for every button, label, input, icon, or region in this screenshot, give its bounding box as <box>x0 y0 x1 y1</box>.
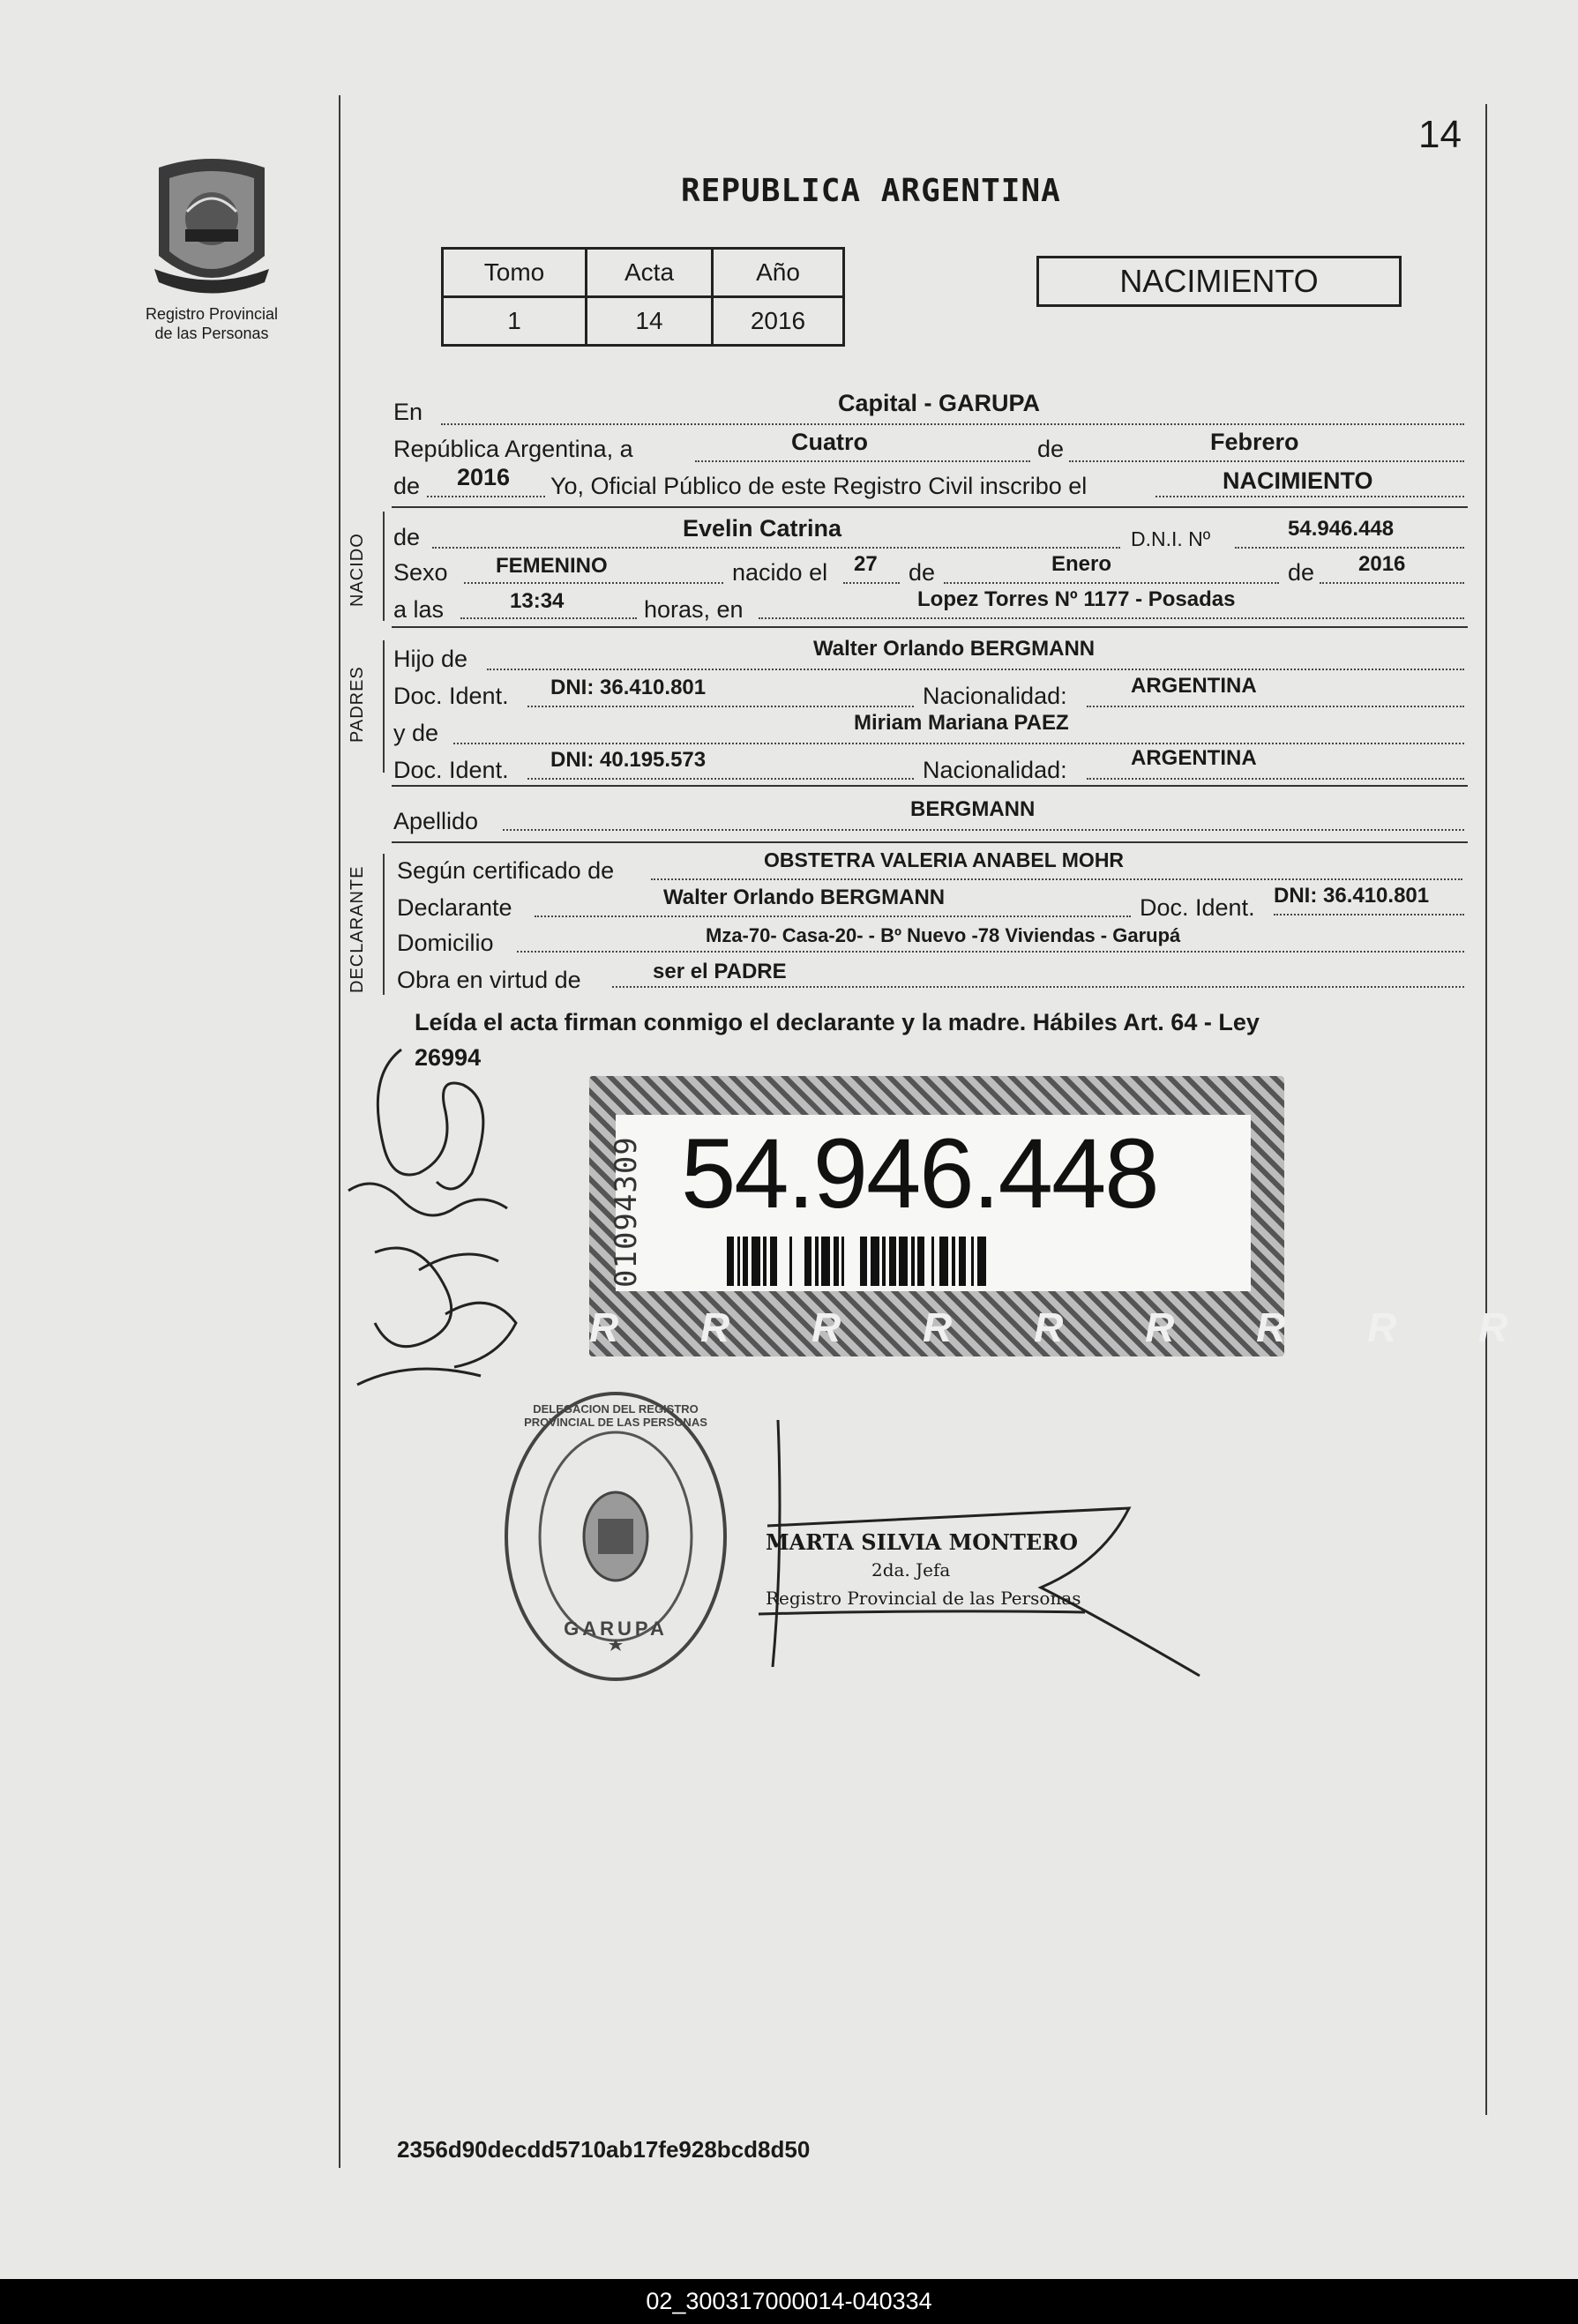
mother-doc-dots <box>527 778 914 780</box>
month-value: Febrero <box>1210 429 1299 455</box>
nacido-bracket <box>383 512 385 621</box>
nacido-section-label: NACIDO <box>348 533 367 607</box>
dni-sticker <box>589 1076 1544 1356</box>
mother-nat-value: ARGENTINA <box>1131 746 1257 770</box>
seal-bottom-text: GARUPA <box>564 1618 668 1640</box>
logo-caption-line2: de las Personas <box>154 325 269 342</box>
inscribed-dots <box>1155 496 1464 497</box>
birth-month-de-label: de <box>909 559 936 586</box>
birth-day-dots <box>843 582 900 584</box>
hijo-de-label: Hijo de <box>393 646 468 672</box>
time-dots <box>460 617 637 619</box>
decl-doc-dots <box>1274 914 1464 915</box>
record-table <box>441 247 845 347</box>
birth-year-value: 2016 <box>1358 552 1406 576</box>
seal-ring-text: DELEGACION DEL REGISTRO PROVINCIAL DE LAS PERSONAS <box>524 1402 707 1429</box>
declarante-bracket <box>383 854 385 995</box>
domicilio-value: Mza-70- Casa-20- - Bº Nuevo -78 Viviendas - Garupá <box>706 924 1181 946</box>
birth-place-dots <box>759 617 1464 619</box>
horas-label: horas, en <box>644 596 744 623</box>
sexo-dots <box>464 582 723 584</box>
dni-label: D.N.I. Nº <box>1131 527 1211 550</box>
birth-month-value: Enero <box>1051 552 1112 576</box>
mother-name-value: Miriam Mariana PAEZ <box>854 711 1069 735</box>
sexo-value: FEMENINO <box>496 554 608 578</box>
official-role: 2da. Jefa <box>871 1559 951 1580</box>
dni-sticker-barcode <box>727 1237 1150 1286</box>
domicilio-dots <box>517 951 1464 953</box>
ano-header: Año <box>713 249 844 297</box>
nacido-top-rule <box>392 506 1468 508</box>
mother-doc-label: Doc. Ident. <box>393 757 509 783</box>
year-dots <box>427 496 545 497</box>
year-value: 2016 <box>457 464 511 490</box>
birth-year-dots <box>1320 582 1464 584</box>
yo-oficial-label: Yo, Oficial Público de este Registro Civil inscribo el <box>550 473 1088 499</box>
mother-name-dots <box>453 743 1464 744</box>
apellido-value: BERGMANN <box>910 797 1036 821</box>
father-doc-value: DNI: 36.410.801 <box>550 676 707 699</box>
birth-time-value: 13:34 <box>510 589 565 613</box>
month-de-label: de <box>1037 436 1065 462</box>
footer-label: 02_300317000014-040334 <box>646 2288 932 2314</box>
padres-section-label: PADRES <box>348 666 367 743</box>
republic-label: República Argentina, a <box>393 436 633 462</box>
en-dots <box>441 423 1464 425</box>
cert-label: Según certificado de <box>397 857 615 884</box>
father-nat-label: Nacionalidad: <box>923 683 1067 709</box>
birth-day-value: 27 <box>854 552 878 576</box>
mother-nat-label: Nacionalidad: <box>923 757 1067 783</box>
decl-doc-label: Doc. Ident. <box>1140 894 1255 921</box>
declarante-section-label: DECLARANTE <box>348 865 367 993</box>
acta-value: 14 <box>587 297 713 346</box>
logo-caption-line1: Registro Provincial <box>145 305 279 323</box>
father-doc-label: Doc. Ident. <box>393 683 509 709</box>
dni-sticker-serial: 01094309 <box>609 1136 644 1288</box>
pattern-letter: R <box>589 1304 654 1350</box>
padres-bracket <box>383 640 385 773</box>
birth-year-de-label: de <box>1288 559 1315 586</box>
act-type-box <box>1036 256 1402 307</box>
obra-dots <box>612 986 1464 988</box>
cert-value: OBSTETRA VALERIA ANABEL MOHR <box>764 848 1125 871</box>
obra-value: ser el PADRE <box>653 960 787 983</box>
sexo-label: Sexo <box>393 559 448 586</box>
alas-label: a las <box>393 596 445 623</box>
declarante-doc-value: DNI: 36.410.801 <box>1274 884 1430 908</box>
padres-top-rule <box>392 626 1468 628</box>
birth-place-value: Lopez Torres Nº 1177 - Posadas <box>917 587 1236 611</box>
official-name: MARTA SILVIA MONTERO <box>766 1529 1079 1555</box>
nacido-el-label: nacido el <box>732 559 828 586</box>
right-margin-line <box>1485 104 1487 2115</box>
closing-line-1: Leída el acta firman conmigo el declarante y la madre. Hábiles Art. 64 - Ley <box>415 1009 1260 1035</box>
month-dots <box>1069 460 1464 462</box>
decl-name-dots <box>535 915 1131 917</box>
obra-label: Obra en virtud de <box>397 967 581 993</box>
declarante-name-value: Walter Orlando BERGMANN <box>663 886 946 909</box>
footer-bar <box>0 2279 1578 2324</box>
y-de-label: y de <box>393 720 439 746</box>
acta-header: Acta <box>587 249 713 297</box>
cert-dots <box>651 878 1462 880</box>
apellido-dots <box>503 829 1464 831</box>
closing-line-2: 26994 <box>415 1044 482 1071</box>
child-dni-value: 54.946.448 <box>1288 517 1395 541</box>
father-name-value: Walter Orlando BERGMANN <box>813 637 1096 661</box>
father-nat-value: ARGENTINA <box>1131 674 1257 698</box>
day-words-value: Cuatro <box>791 429 868 455</box>
mother-nat-dots <box>1087 778 1464 780</box>
name-dots <box>432 547 1120 549</box>
birth-month-dots <box>944 582 1279 584</box>
father-doc-dots <box>527 706 914 707</box>
en-label: En <box>393 399 423 425</box>
child-name-value: Evelin Catrina <box>683 515 842 542</box>
place-value: Capital - GARUPA <box>838 390 1041 416</box>
tomo-header: Tomo <box>443 249 587 297</box>
apellido-top-rule <box>392 785 1468 787</box>
father-name-dots <box>487 669 1464 670</box>
document-hash: 2356d90decdd5710ab17fe928bcd8d50 <box>397 2136 811 2163</box>
father-nat-dots <box>1087 706 1464 707</box>
year-de-label: de <box>393 473 421 499</box>
dni-sticker-pattern-row: R R R R R R R R R <box>589 1304 1544 1350</box>
declarante-label: Declarante <box>397 894 512 921</box>
dni-dots <box>1235 547 1464 549</box>
official-org: Registro Provincial de las Personas <box>766 1588 1081 1609</box>
apellido-bottom-rule <box>392 841 1468 843</box>
page-number: 14 <box>1418 113 1462 156</box>
act-type-label: NACIMIENTO <box>1119 263 1319 299</box>
apellido-label: Apellido <box>393 808 479 834</box>
handwritten-signatures <box>340 1023 534 1429</box>
domicilio-label: Domicilio <box>397 930 494 956</box>
nacido-de-label: de <box>393 524 421 550</box>
act-inscribed-value: NACIMIENTO <box>1223 467 1373 494</box>
mother-doc-value: DNI: 40.195.573 <box>550 748 707 772</box>
province-logo <box>132 150 291 353</box>
day-dots <box>695 460 1030 462</box>
misiones-shield-icon <box>132 150 291 300</box>
dni-sticker-number: 54.946.448 <box>681 1118 1158 1229</box>
ano-value: 2016 <box>713 297 844 346</box>
document-title: REPUBLICA ARGENTINA <box>681 173 1061 209</box>
tomo-value: 1 <box>443 297 587 346</box>
